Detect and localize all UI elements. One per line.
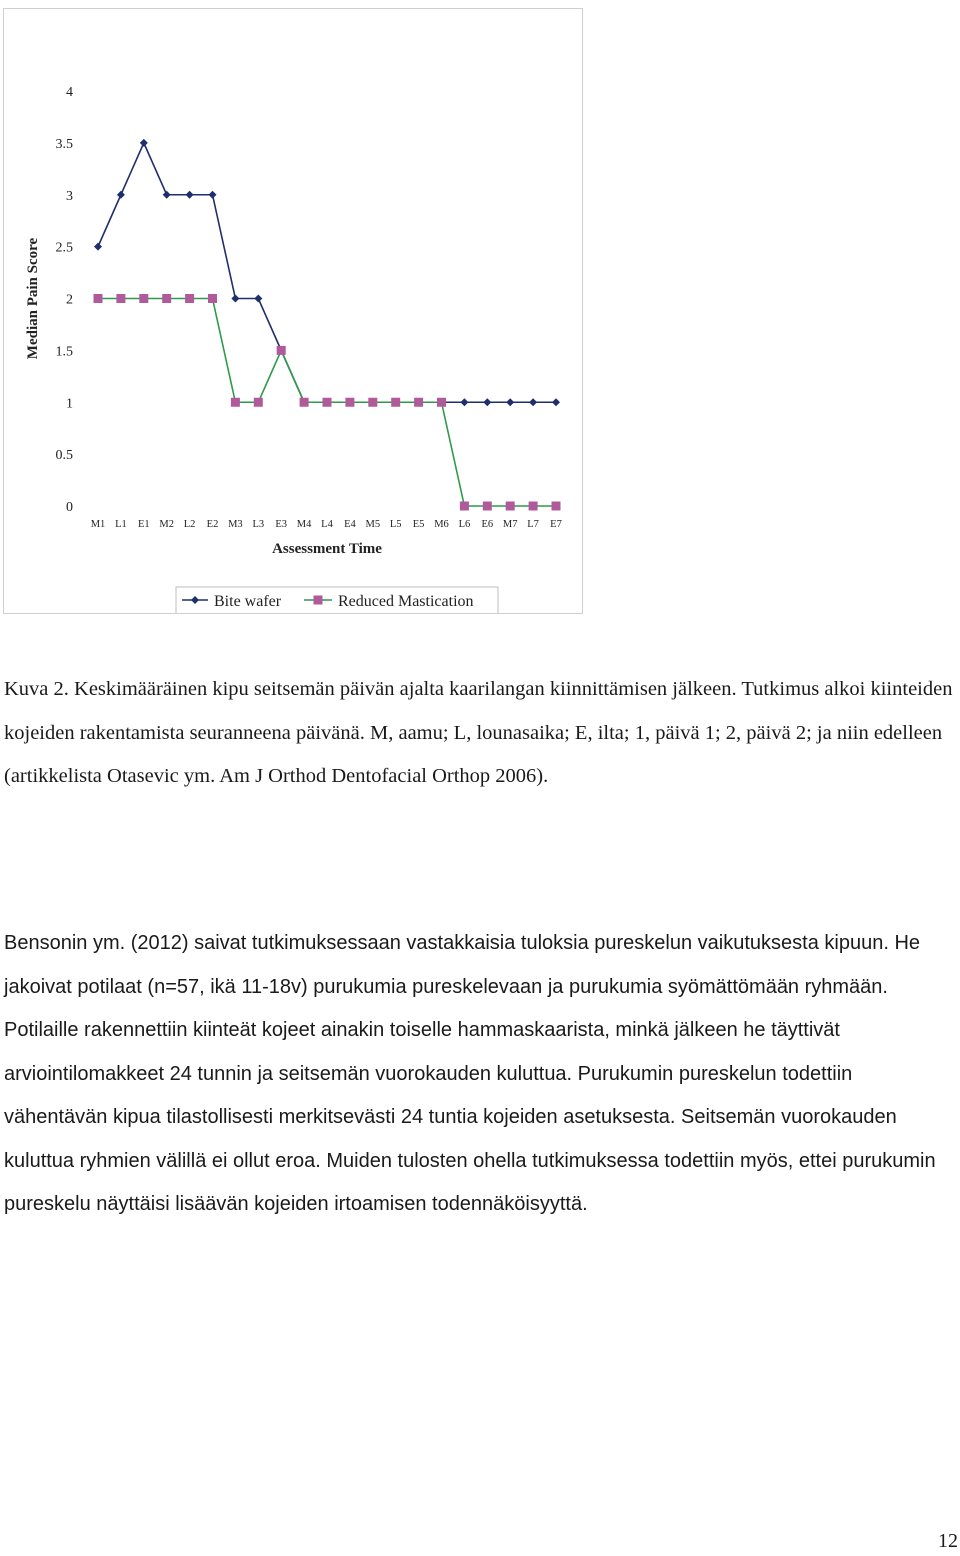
x-axis-title: Assessment Time: [272, 541, 382, 557]
data-point-reduced-mastication: [460, 502, 469, 511]
data-point-bite-wafer: [117, 191, 125, 199]
legend-label-reduced-mastication: Reduced Mastication: [338, 593, 474, 610]
y-tick-label: 0: [66, 500, 73, 515]
x-tick-label: M1: [90, 519, 106, 530]
data-point-reduced-mastication: [529, 502, 538, 511]
y-tick-label: 2: [66, 292, 73, 308]
pain-score-line-chart: [4, 9, 582, 613]
data-point-bite-wafer: [254, 295, 262, 303]
data-point-reduced-mastication: [185, 294, 194, 303]
x-tick-label: M3: [228, 519, 243, 530]
data-point-reduced-mastication: [254, 398, 263, 407]
data-point-reduced-mastication: [437, 398, 446, 407]
y-tick-label: 3.5: [55, 136, 73, 152]
y-tick-label: 0.5: [55, 448, 73, 464]
data-point-reduced-mastication: [506, 502, 515, 511]
data-point-bite-wafer: [163, 191, 171, 199]
figure-caption: Kuva 2. Keskimääräinen kipu seitsemän päivän ajalta kaarilangan kiinnittämisen jälkeen. Tutkimus alkoi kiinteiden kojeiden rakentamista seuranneena päivänä. M, aamu; L, lounasaika; E, ilta; 1, päivä 1; 2, päivä 2; ja niin edelleen (artikkelista Otasevic ym. Am J Orthod Dentofacial Orthop 2006).: [4, 678, 953, 787]
data-point-reduced-mastication: [162, 294, 171, 303]
x-tick-label: L1: [115, 519, 127, 530]
x-tick-label: L6: [458, 519, 471, 530]
chart-figure: [3, 8, 583, 614]
y-tick-label: 3: [66, 188, 73, 204]
x-tick-label: M7: [502, 519, 518, 530]
data-point-bite-wafer: [483, 398, 491, 406]
x-tick-label: E1: [137, 519, 150, 530]
x-tick-label: L5: [389, 519, 402, 530]
data-point-reduced-mastication: [94, 294, 103, 303]
x-tick-label: E3: [275, 519, 288, 530]
page-number: 12: [938, 1530, 958, 1552]
series-line-bite-wafer: [98, 143, 556, 402]
data-point-reduced-mastication: [483, 502, 492, 511]
data-point-reduced-mastication: [391, 398, 400, 407]
x-tick-label: M5: [365, 519, 381, 530]
legend-label-bite-wafer: Bite wafer: [214, 593, 282, 610]
x-tick-label: E4: [344, 519, 356, 530]
data-point-bite-wafer: [506, 398, 514, 406]
data-point-reduced-mastication: [139, 294, 148, 303]
data-point-reduced-mastication: [231, 398, 240, 407]
data-point-reduced-mastication: [300, 398, 309, 407]
data-point-bite-wafer: [529, 398, 537, 406]
data-point-reduced-mastication: [552, 502, 561, 511]
y-tick-label: 1.5: [55, 344, 73, 360]
x-tick-label: E2: [206, 519, 219, 530]
legend-marker-reduced-mastication: [314, 596, 323, 605]
data-point-reduced-mastication: [208, 294, 217, 303]
body-paragraph: Bensonin ym. (2012) saivat tutkimuksessaan vastakkaisia tuloksia pureskelun vaikutuksesta kipuun. He jakoivat potilaat (n=57, ikä 11-18v) purukumia pureskelevaan ja purukumia syömättömään ryhmään. Potilaille rakennettiin kiinteät kojeet ainakin toiselle hammaskaarista, minkä jälkeen he täyttivät arviointilomakkeet 24 tunnin ja seitsemän vuorokauden kuluttua. Purukumin pureskelun todettiin vähentävän kipua tilastollisesti merkitsevästi 24 tuntia kojeiden asetuksesta. Seitsemän vuorokauden kuluttua ryhmien välillä ei ollut eroa. Muiden tulosten ohella tutkimuksessa todettiin myös, ettei purukumin pureskelu näyttäisi lisäävän kojeiden irtoamisen todennäköisyyttä.: [4, 932, 936, 1215]
y-axis-title: Median Pain Score: [25, 237, 41, 360]
data-point-reduced-mastication: [345, 398, 354, 407]
x-tick-label: M2: [159, 519, 174, 530]
x-tick-label: E5: [412, 519, 425, 530]
data-point-bite-wafer: [94, 243, 102, 251]
data-point-bite-wafer: [209, 191, 217, 199]
x-tick-label: E7: [550, 519, 562, 530]
x-tick-label: L2: [183, 519, 196, 530]
x-tick-label: M6: [434, 519, 449, 530]
data-point-reduced-mastication: [323, 398, 332, 407]
x-tick-label: L3: [252, 519, 265, 530]
data-point-bite-wafer: [231, 295, 239, 303]
x-tick-label: L7: [527, 519, 539, 530]
data-point-reduced-mastication: [116, 294, 125, 303]
data-point-bite-wafer: [552, 398, 560, 406]
y-tick-label: 4: [66, 85, 73, 100]
data-point-bite-wafer: [186, 191, 194, 199]
data-point-reduced-mastication: [277, 346, 286, 355]
x-tick-label: M4: [296, 519, 312, 530]
data-point-reduced-mastication: [414, 398, 423, 407]
x-tick-label: E6: [481, 519, 494, 530]
x-tick-label: L4: [321, 519, 333, 530]
data-point-reduced-mastication: [368, 398, 377, 407]
data-point-bite-wafer: [460, 398, 468, 406]
data-point-bite-wafer: [140, 139, 148, 147]
y-tick-label: 1: [66, 396, 73, 412]
y-tick-label: 2.5: [55, 240, 73, 256]
